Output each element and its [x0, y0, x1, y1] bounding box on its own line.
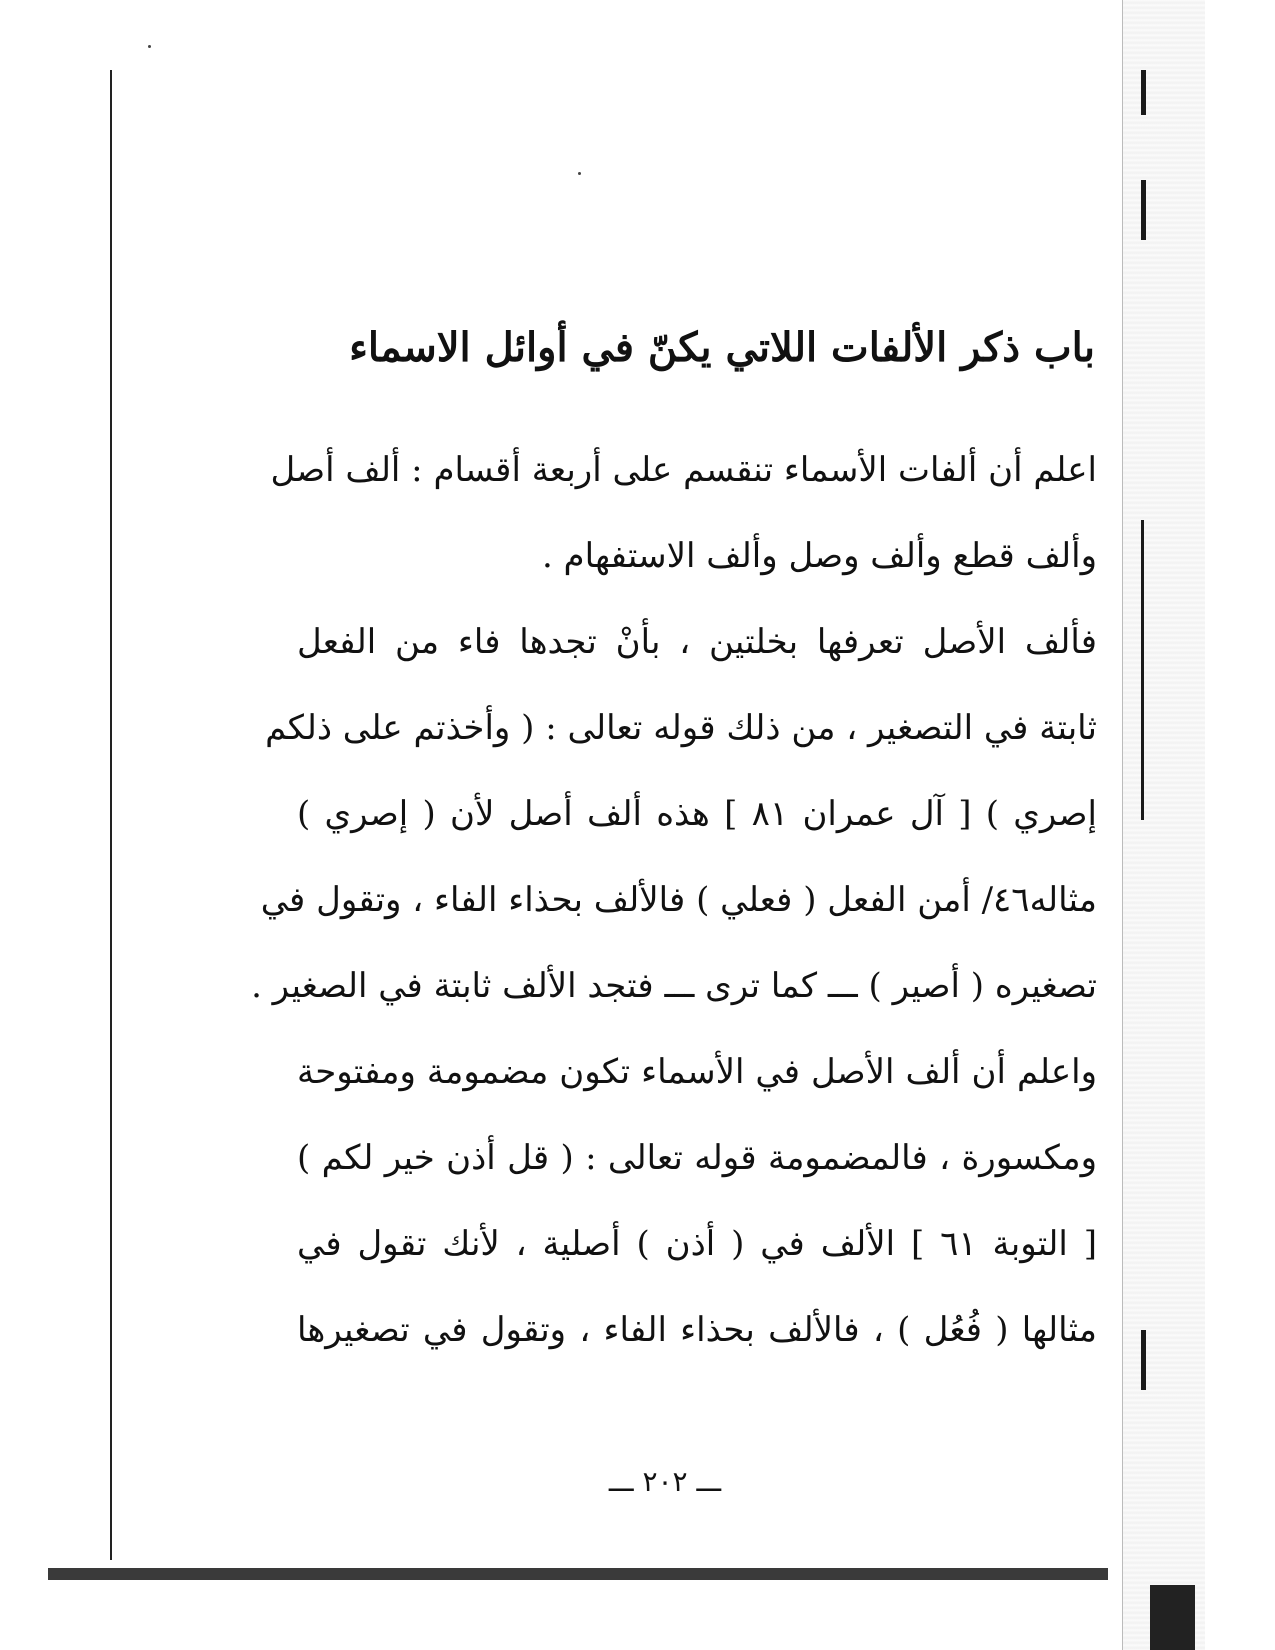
text-line: ثابتة في التصغير ، من ذلك قوله تعالى : ( وأخذتم على ذلكم	[265, 708, 1097, 748]
scan-speck	[578, 172, 581, 175]
binding-edge	[1122, 0, 1205, 1650]
scan-speck	[148, 45, 151, 48]
chapter-heading: باب ذكر الألفات اللاتي يكنّ في أوائل الاسماء	[349, 324, 1095, 371]
scan-mark	[1141, 1330, 1146, 1390]
text-line: مثاله٤٦/ أمن الفعل ( فعلي ) فالألف بحذاء الفاء ، وتقول في	[260, 880, 1097, 920]
text-line: وألف قطع وألف وصل وألف الاستفهام .	[541, 536, 1097, 576]
scan-bottom-edge	[48, 1568, 1108, 1580]
text-line: اعلم أن ألفات الأسماء تنقسم على أربعة أقسام : ألف أصل	[270, 450, 1097, 490]
text-line: [ التوبة ٦١ ] الألف في ( أذن ) أصلية ، لأنك تقول في	[297, 1224, 1098, 1264]
scan-mark	[1141, 70, 1146, 115]
body-paragraphs	[251, 440, 1098, 1386]
text-line: فألف الأصل تعرفها بخلتين ، بأنْ تجدها فاء من الفعل	[297, 622, 1097, 662]
scan-mark	[1141, 520, 1144, 820]
page-left-border	[110, 70, 112, 1560]
text-line: واعلم أن ألف الأصل في الأسماء تكون مضمومة ومفتوحة	[297, 1052, 1097, 1092]
text-line: مثالها ( فُعُل ) ، فالألف بحذاء الفاء ، وتقول في تصغيرها	[297, 1310, 1097, 1350]
text-line: تصغيره ( أصير ) ـــ كما ترى ـــ فتجد الألف ثابتة في الصغير .	[251, 966, 1097, 1006]
text-line: إصري ) [ آل عمران ٨١ ] هذه ألف أصل لأن ( إصري )	[297, 794, 1097, 834]
scan-mark	[1141, 180, 1146, 240]
scan-corner-block	[1150, 1585, 1195, 1650]
text-line: ومكسورة ، فالمضمومة قوله تعالى : ( قل أذن خير لكم )	[297, 1138, 1097, 1178]
page-number: ـــ ٢٠٢ ـــ	[608, 1465, 722, 1498]
